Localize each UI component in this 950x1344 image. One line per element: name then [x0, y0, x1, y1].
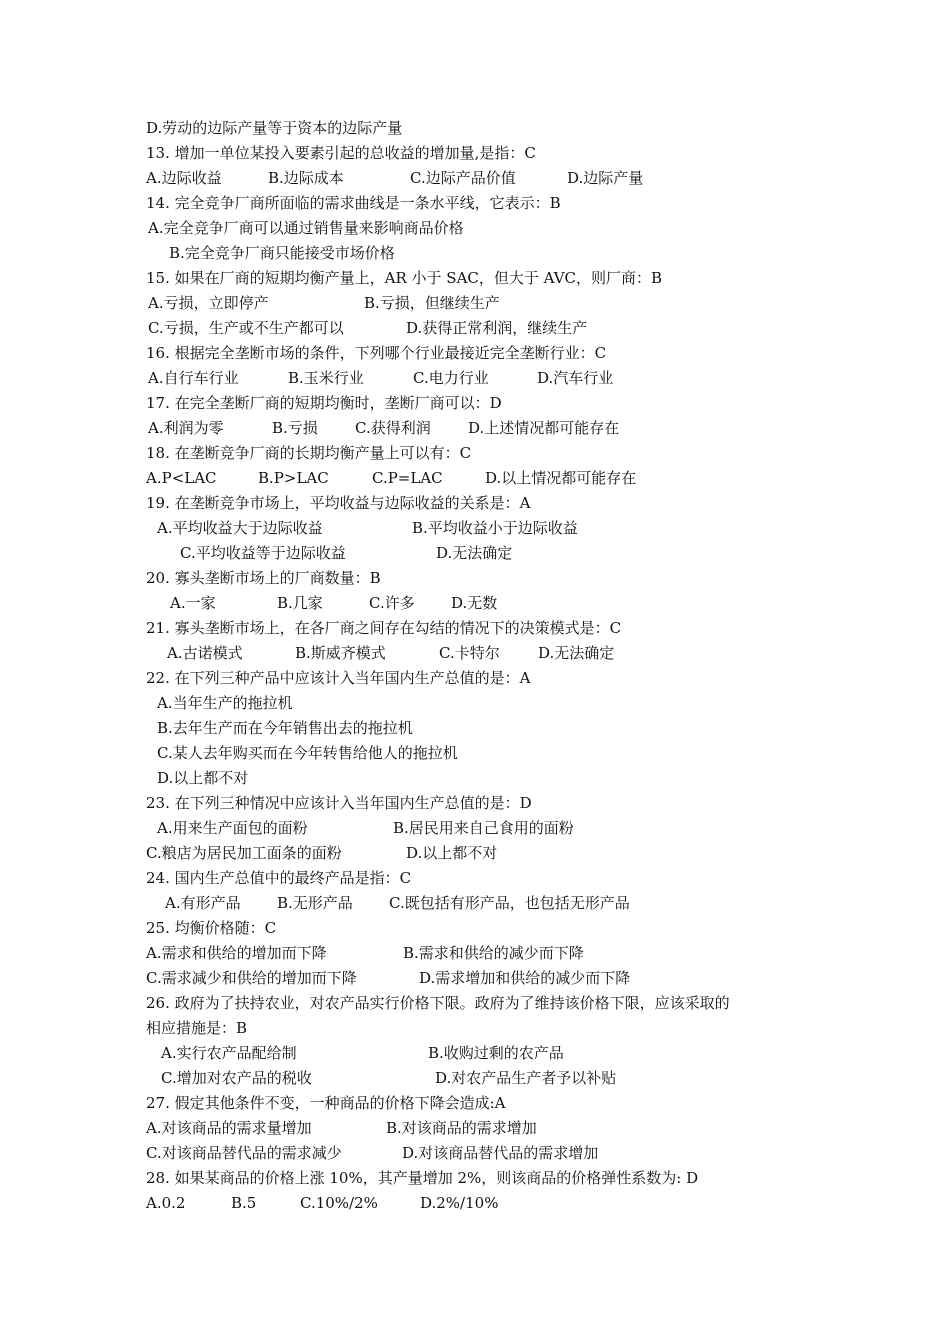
- option-d: D.以上都不对: [406, 844, 498, 862]
- question-text: 17. 在完全垄断厂商的短期均衡时，垄断厂商可以：D: [146, 394, 502, 412]
- option-a: A.完全竞争厂商可以通过销售量来影响商品价格: [148, 219, 464, 237]
- option-b: B.亏损: [272, 419, 318, 437]
- option-c: C.电力行业: [413, 369, 489, 387]
- option-a: A.一家: [170, 594, 216, 612]
- question-text: 14. 完全竞争厂商所面临的需求曲线是一条水平线，它表示：B: [146, 194, 561, 212]
- option-b: B.亏损，但继续生产: [364, 294, 500, 312]
- option-a: A.利润为零: [148, 419, 224, 437]
- option-b: B.无形产品: [277, 894, 353, 912]
- question-text: 21. 寡头垄断市场上，在各厂商之间存在勾结的情况下的决策模式是：C: [146, 619, 622, 637]
- option-b: B.居民用来自己食用的面粉: [393, 819, 574, 837]
- option-c: C.许多: [369, 594, 415, 612]
- option-d: D.无数: [451, 594, 498, 612]
- option-c: C.获得利润: [355, 419, 431, 437]
- question-text: 20. 寡头垄断市场上的厂商数量：B: [146, 569, 381, 587]
- option-b: B.需求和供给的减少而下降: [403, 944, 584, 962]
- option-c: C.10%/2%: [300, 1194, 378, 1212]
- question-text: 23. 在下列三种情况中应该计入当年国内生产总值的是：D: [146, 794, 532, 812]
- question-text: 27. 假定其他条件不变，一种商品的价格下降会造成:A: [146, 1094, 506, 1112]
- option-c: C.卡特尔: [439, 644, 500, 662]
- question-text: 19. 在垄断竞争市场上，平均收益与边际收益的关系是：A: [146, 494, 531, 512]
- option-d: D.对农产品生产者予以补贴: [435, 1069, 617, 1087]
- option-a: A.实行农产品配给制: [161, 1044, 297, 1062]
- option-b: B.去年生产而在今年销售出去的拖拉机: [157, 719, 413, 737]
- option-a: A.亏损，立即停产: [148, 294, 269, 312]
- option-b: B.玉米行业: [288, 369, 364, 387]
- option-b: B.完全竞争厂商只能接受市场价格: [169, 244, 395, 262]
- option-a: A.用来生产面包的面粉: [157, 819, 308, 837]
- option-a: A.古诺模式: [167, 644, 243, 662]
- option-a: A.P<LAC: [146, 469, 217, 487]
- question-text: 26. 政府为了扶持农业，对农产品实行价格下限。政府为了维持该价格下限，应该采取的: [146, 994, 730, 1012]
- option-a: A.有形产品: [165, 894, 241, 912]
- option-c: C.既包括有形产品，也包括无形产品: [389, 894, 630, 912]
- option-a: A.边际收益: [146, 169, 222, 187]
- question-text: 28. 如果某商品的价格上涨 10%，其产量增加 2%，则该商品的价格弹性系数为: D: [146, 1169, 699, 1187]
- option-b: B.平均收益小于边际收益: [412, 519, 578, 537]
- option-d: D.以上情况都可能存在: [485, 469, 637, 487]
- option-a: A.当年生产的拖拉机: [157, 694, 293, 712]
- option-d: D.上述情况都可能存在: [468, 419, 620, 437]
- option-b: B.5: [231, 1194, 257, 1212]
- option-d: D.2%/10%: [420, 1194, 499, 1212]
- question-text: 22. 在下列三种产品中应该计入当年国内生产总值的是：A: [146, 669, 531, 687]
- option-b: B.对该商品的需求增加: [386, 1119, 537, 1137]
- option-d: D.对该商品替代品的需求增加: [402, 1144, 599, 1162]
- option-d: D.汽车行业: [537, 369, 614, 387]
- option-a: A.需求和供给的增加而下降: [146, 944, 327, 962]
- option-c: C.边际产品价值: [410, 169, 516, 187]
- option-b: B.收购过剩的农产品: [428, 1044, 564, 1062]
- line-text: D.劳动的边际产量等于资本的边际产量: [146, 119, 403, 137]
- option-d: D.无法确定: [538, 644, 615, 662]
- option-d: D.获得正常利润，继续生产: [406, 319, 588, 337]
- option-b: B.斯威齐模式: [295, 644, 386, 662]
- option-d: D.以上都不对: [157, 769, 249, 787]
- option-c: C.平均收益等于边际收益: [180, 544, 346, 562]
- option-c: C.某人去年购买而在今年转售给他人的拖拉机: [157, 744, 458, 762]
- option-b: B.边际成本: [268, 169, 344, 187]
- option-c: C.P=LAC: [372, 469, 443, 487]
- option-c: C.增加对农产品的税收: [161, 1069, 312, 1087]
- option-d: D.需求增加和供给的减少而下降: [419, 969, 631, 987]
- question-text: 13. 增加一单位某投入要素引起的总收益的增加量,是指：C: [146, 144, 536, 162]
- option-d: D.无法确定: [436, 544, 513, 562]
- option-b: B.P>LAC: [258, 469, 329, 487]
- option-a: A.0.2: [146, 1194, 186, 1212]
- question-text: 24. 国内生产总值中的最终产品是指：C: [146, 869, 412, 887]
- option-c: C.需求减少和供给的增加而下降: [146, 969, 357, 987]
- question-text: 相应措施是：B: [146, 1019, 248, 1037]
- option-a: A.对该商品的需求量增加: [146, 1119, 312, 1137]
- question-text: 18. 在垄断竞争厂商的长期均衡产量上可以有：C: [146, 444, 472, 462]
- option-a: A.平均收益大于边际收益: [157, 519, 323, 537]
- option-c: C.粮店为居民加工面条的面粉: [146, 844, 342, 862]
- question-text: 15. 如果在厂商的短期均衡产量上，AR 小于 SAC，但大于 AVC，则厂商：B: [146, 269, 663, 287]
- option-c: C.亏损，生产或不生产都可以: [148, 319, 344, 337]
- option-c: C.对该商品替代品的需求减少: [146, 1144, 342, 1162]
- question-text: 25. 均衡价格随：C: [146, 919, 277, 937]
- question-text: 16. 根据完全垄断市场的条件，下列哪个行业最接近完全垄断行业：C: [146, 344, 607, 362]
- option-a: A.自行车行业: [148, 369, 239, 387]
- option-d: D.边际产量: [567, 169, 644, 187]
- option-b: B.几家: [277, 594, 323, 612]
